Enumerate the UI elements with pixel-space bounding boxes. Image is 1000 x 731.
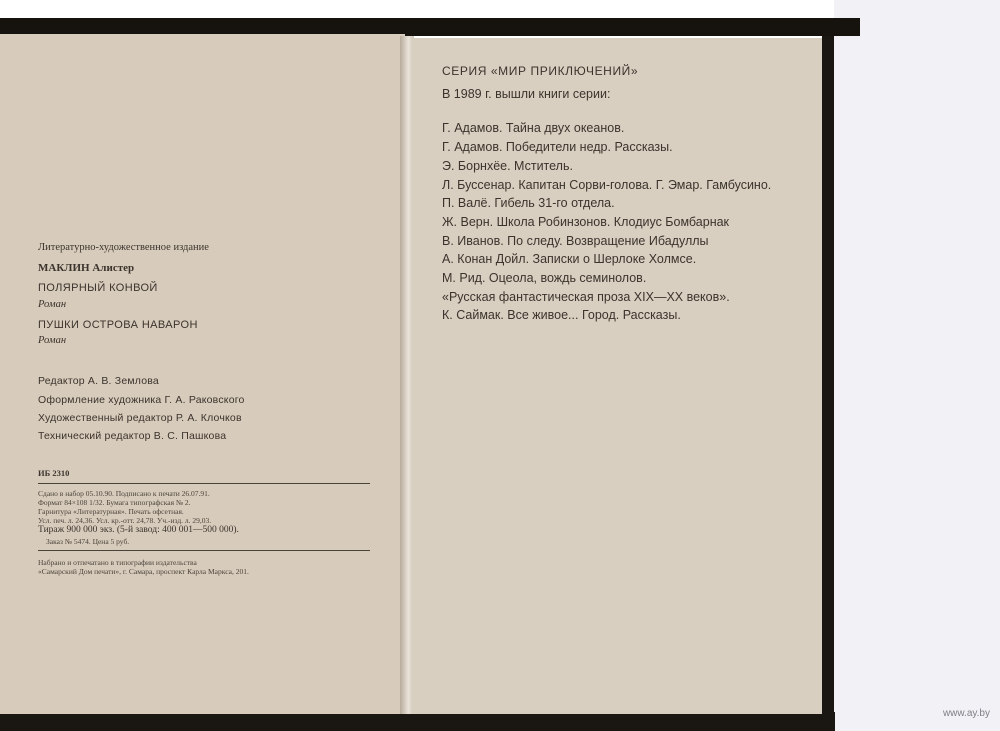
watermark: www.ay.by (942, 708, 990, 719)
series-subtitle: В 1989 г. вышли книги серии: (442, 87, 611, 101)
right-page (412, 38, 822, 714)
series-title: СЕРИЯ «МИР ПРИКЛЮЧЕНИЙ» (442, 64, 639, 78)
printer-line-1: Набрано и отпечатано в типографии издательства (38, 558, 197, 567)
book-list-item: П. Валё. Гибель 31-го отдела. (442, 196, 615, 210)
book-list-item: В. Иванов. По следу. Возвращение Ибадуллы (442, 234, 709, 248)
book-list-item: «Русская фантастическая проза XIX—XX веков». (442, 290, 730, 304)
work-genre-1: Роман (38, 299, 67, 310)
book-right-edge (822, 36, 834, 726)
imprint-line-3: Гарнитура «Литературная». Печать офсетная. (38, 507, 184, 516)
printer-line-2: «Самарский Дом печати», г. Самара, проспект Карла Маркса, 201. (38, 567, 249, 576)
credit-art-editor: Художественный редактор Р. А. Клочков (38, 412, 242, 424)
print-run: Тираж 900 000 экз. (5-й завод: 400 001—500 000). (38, 525, 239, 535)
book-list-item: К. Саймак. Все живое... Город. Рассказы. (442, 308, 681, 322)
book-list-item: А. Конан Дойл. Записки о Шерлоке Холмсе. (442, 252, 697, 266)
edition-type: Литературно-художественное издание (38, 242, 209, 253)
work-title-2: ПУШКИ ОСТРОВА НАВАРОН (38, 319, 198, 331)
author-name: МАКЛИН Алистер (38, 262, 135, 274)
book-list-item: Э. Борнхёе. Мститель. (442, 159, 573, 173)
book-list-item: М. Рид. Оцеола, вождь семинолов. (442, 271, 647, 285)
imprint-line-2: Формат 84×108 1/32. Бумага типографская № 2. (38, 498, 191, 507)
book-list-item: Л. Буссенар. Капитан Сорви-голова. Г. Эмар. Гамбусино. (442, 178, 772, 192)
imprint-line-1: Сдано в набор 05.10.90. Подписано к печати 26.07.91. (38, 489, 210, 498)
credit-designer: Оформление художника Г. А. Раковского (38, 394, 245, 406)
imprint-line-4: Усл. печ. л. 24,36. Усл. кр.-отт. 24,78. Уч.-изд. л. 29,03. (38, 516, 212, 525)
order-price: Заказ № 5474. Цена 5 руб. (46, 537, 130, 546)
work-title-1: ПОЛЯРНЫЙ КОНВОЙ (38, 282, 158, 294)
book-list-item: Г. Адамов. Тайна двух океанов. (442, 121, 625, 135)
work-genre-2: Роман (38, 335, 67, 346)
credit-tech-editor: Технический редактор В. С. Пашкова (38, 430, 227, 442)
credit-editor: Редактор А. В. Землова (38, 375, 159, 387)
divider-bottom (38, 550, 370, 551)
book-list-item: Ж. Верн. Школа Робинзонов. Клодиус Бомбарнак (442, 215, 730, 229)
divider-top (38, 483, 370, 484)
left-page (0, 34, 405, 714)
book-bottom-edge (0, 712, 835, 731)
ib-number: ИБ 2310 (38, 468, 70, 478)
book-list-item: Г. Адамов. Победители недр. Рассказы. (442, 140, 673, 154)
scan-background (834, 0, 1000, 731)
